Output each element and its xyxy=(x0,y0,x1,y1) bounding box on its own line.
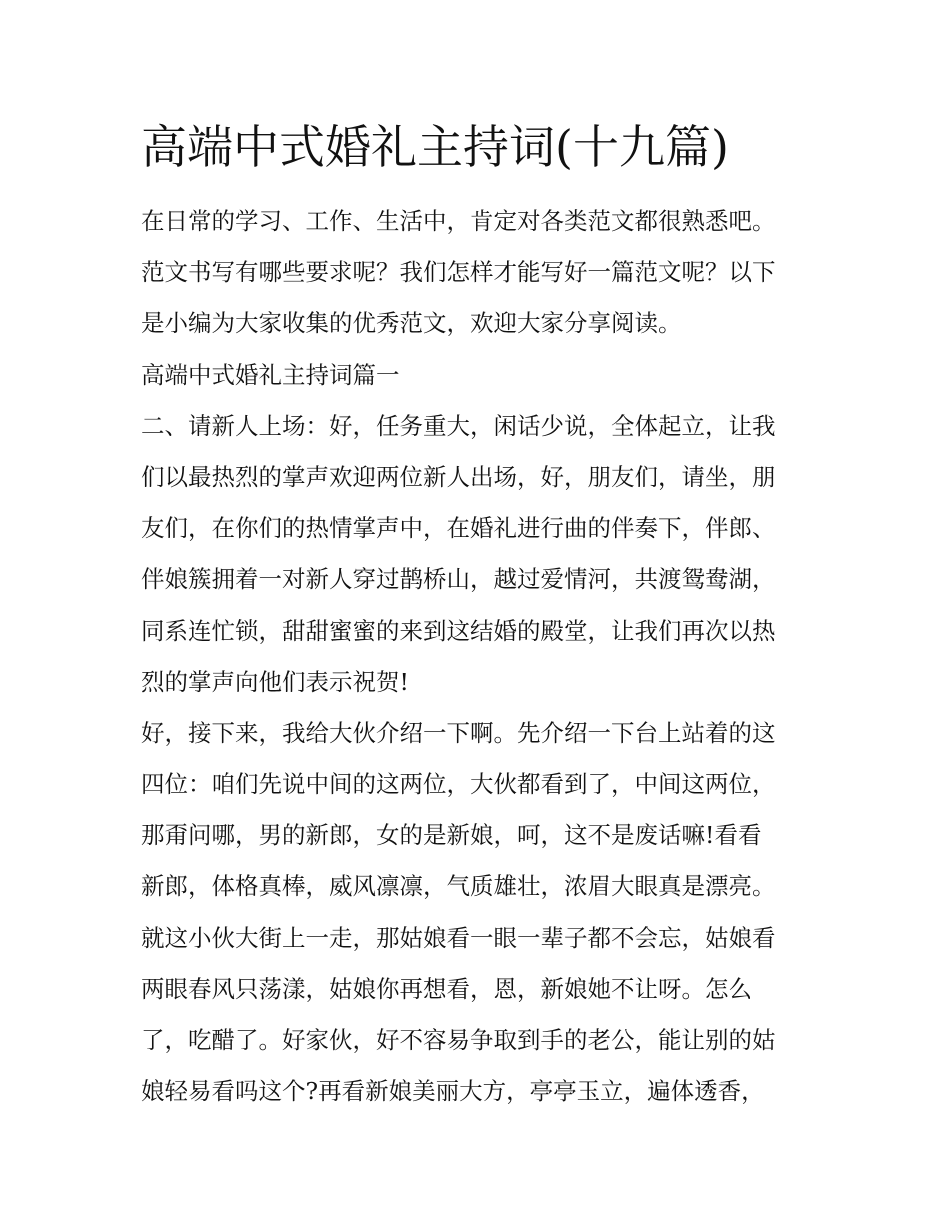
document-title: 高端中式婚礼主持词(十九篇) xyxy=(141,120,729,174)
paragraph-line: 两眼春风只荡漾，姑娘你再想看，恩，新娘她不让呀。怎么 xyxy=(141,974,752,1003)
paragraph-line: 伴娘簇拥着一对新人穿过鹊桥山，越过爱情河，共渡鸳鸯湖， xyxy=(141,565,776,594)
paragraph-line: 二、请新人上场：好，任务重大，闲话少说，全体起立，让我 xyxy=(141,411,776,440)
paragraph-line: 范文书写有哪些要求呢？我们怎样才能写好一篇范文呢？以下 xyxy=(141,258,776,287)
paragraph-line: 了，吃醋了。好家伙，好不容易争取到手的老公，能让别的姑 xyxy=(141,1026,776,1054)
paragraph-line: 友们，在你们的热情掌声中，在婚礼进行曲的伴奏下，伴郎、 xyxy=(141,514,776,543)
document-body xyxy=(141,196,821,1117)
paragraph-line: 那甭问哪，男的新郎，女的是新娘，呵，这不是废话嘛!看看 xyxy=(141,821,762,850)
paragraph-line: 是小编为大家收集的优秀范文，欢迎大家分享阅读。 xyxy=(141,309,682,338)
section-heading: 高端中式婚礼主持词篇一 xyxy=(141,360,400,389)
paragraph-line: 娘轻易看吗这个?再看新娘美丽大方，亭亭玉立，遍体透香， xyxy=(141,1077,765,1106)
paragraph-line: 就这小伙大街上一走，那姑娘看一眼一辈子都不会忘，姑娘看 xyxy=(141,923,776,952)
paragraph-line: 新郎，体格真棒，威风凛凛，气质雄壮，浓眉大眼真是漂亮。 xyxy=(141,872,776,901)
paragraph-line: 好，接下来，我给大伙介绍一下啊。先介绍一下台上站着的这 xyxy=(141,718,776,747)
paragraph-line: 同系连忙锁，甜甜蜜蜜的来到这结婚的殿堂，让我们再次以热 xyxy=(141,616,776,645)
paragraph-line: 烈的掌声向他们表示祝贺! xyxy=(141,667,409,696)
paragraph-line: 在日常的学习、工作、生活中，肯定对各类范文都很熟悉吧。 xyxy=(141,207,776,235)
paragraph-line: 四位：咱们先说中间的这两位，大伙都看到了，中间这两位， xyxy=(141,770,776,799)
paragraph-line: 们以最热烈的掌声欢迎两位新人出场，好，朋友们，请坐，朋 xyxy=(141,462,776,491)
